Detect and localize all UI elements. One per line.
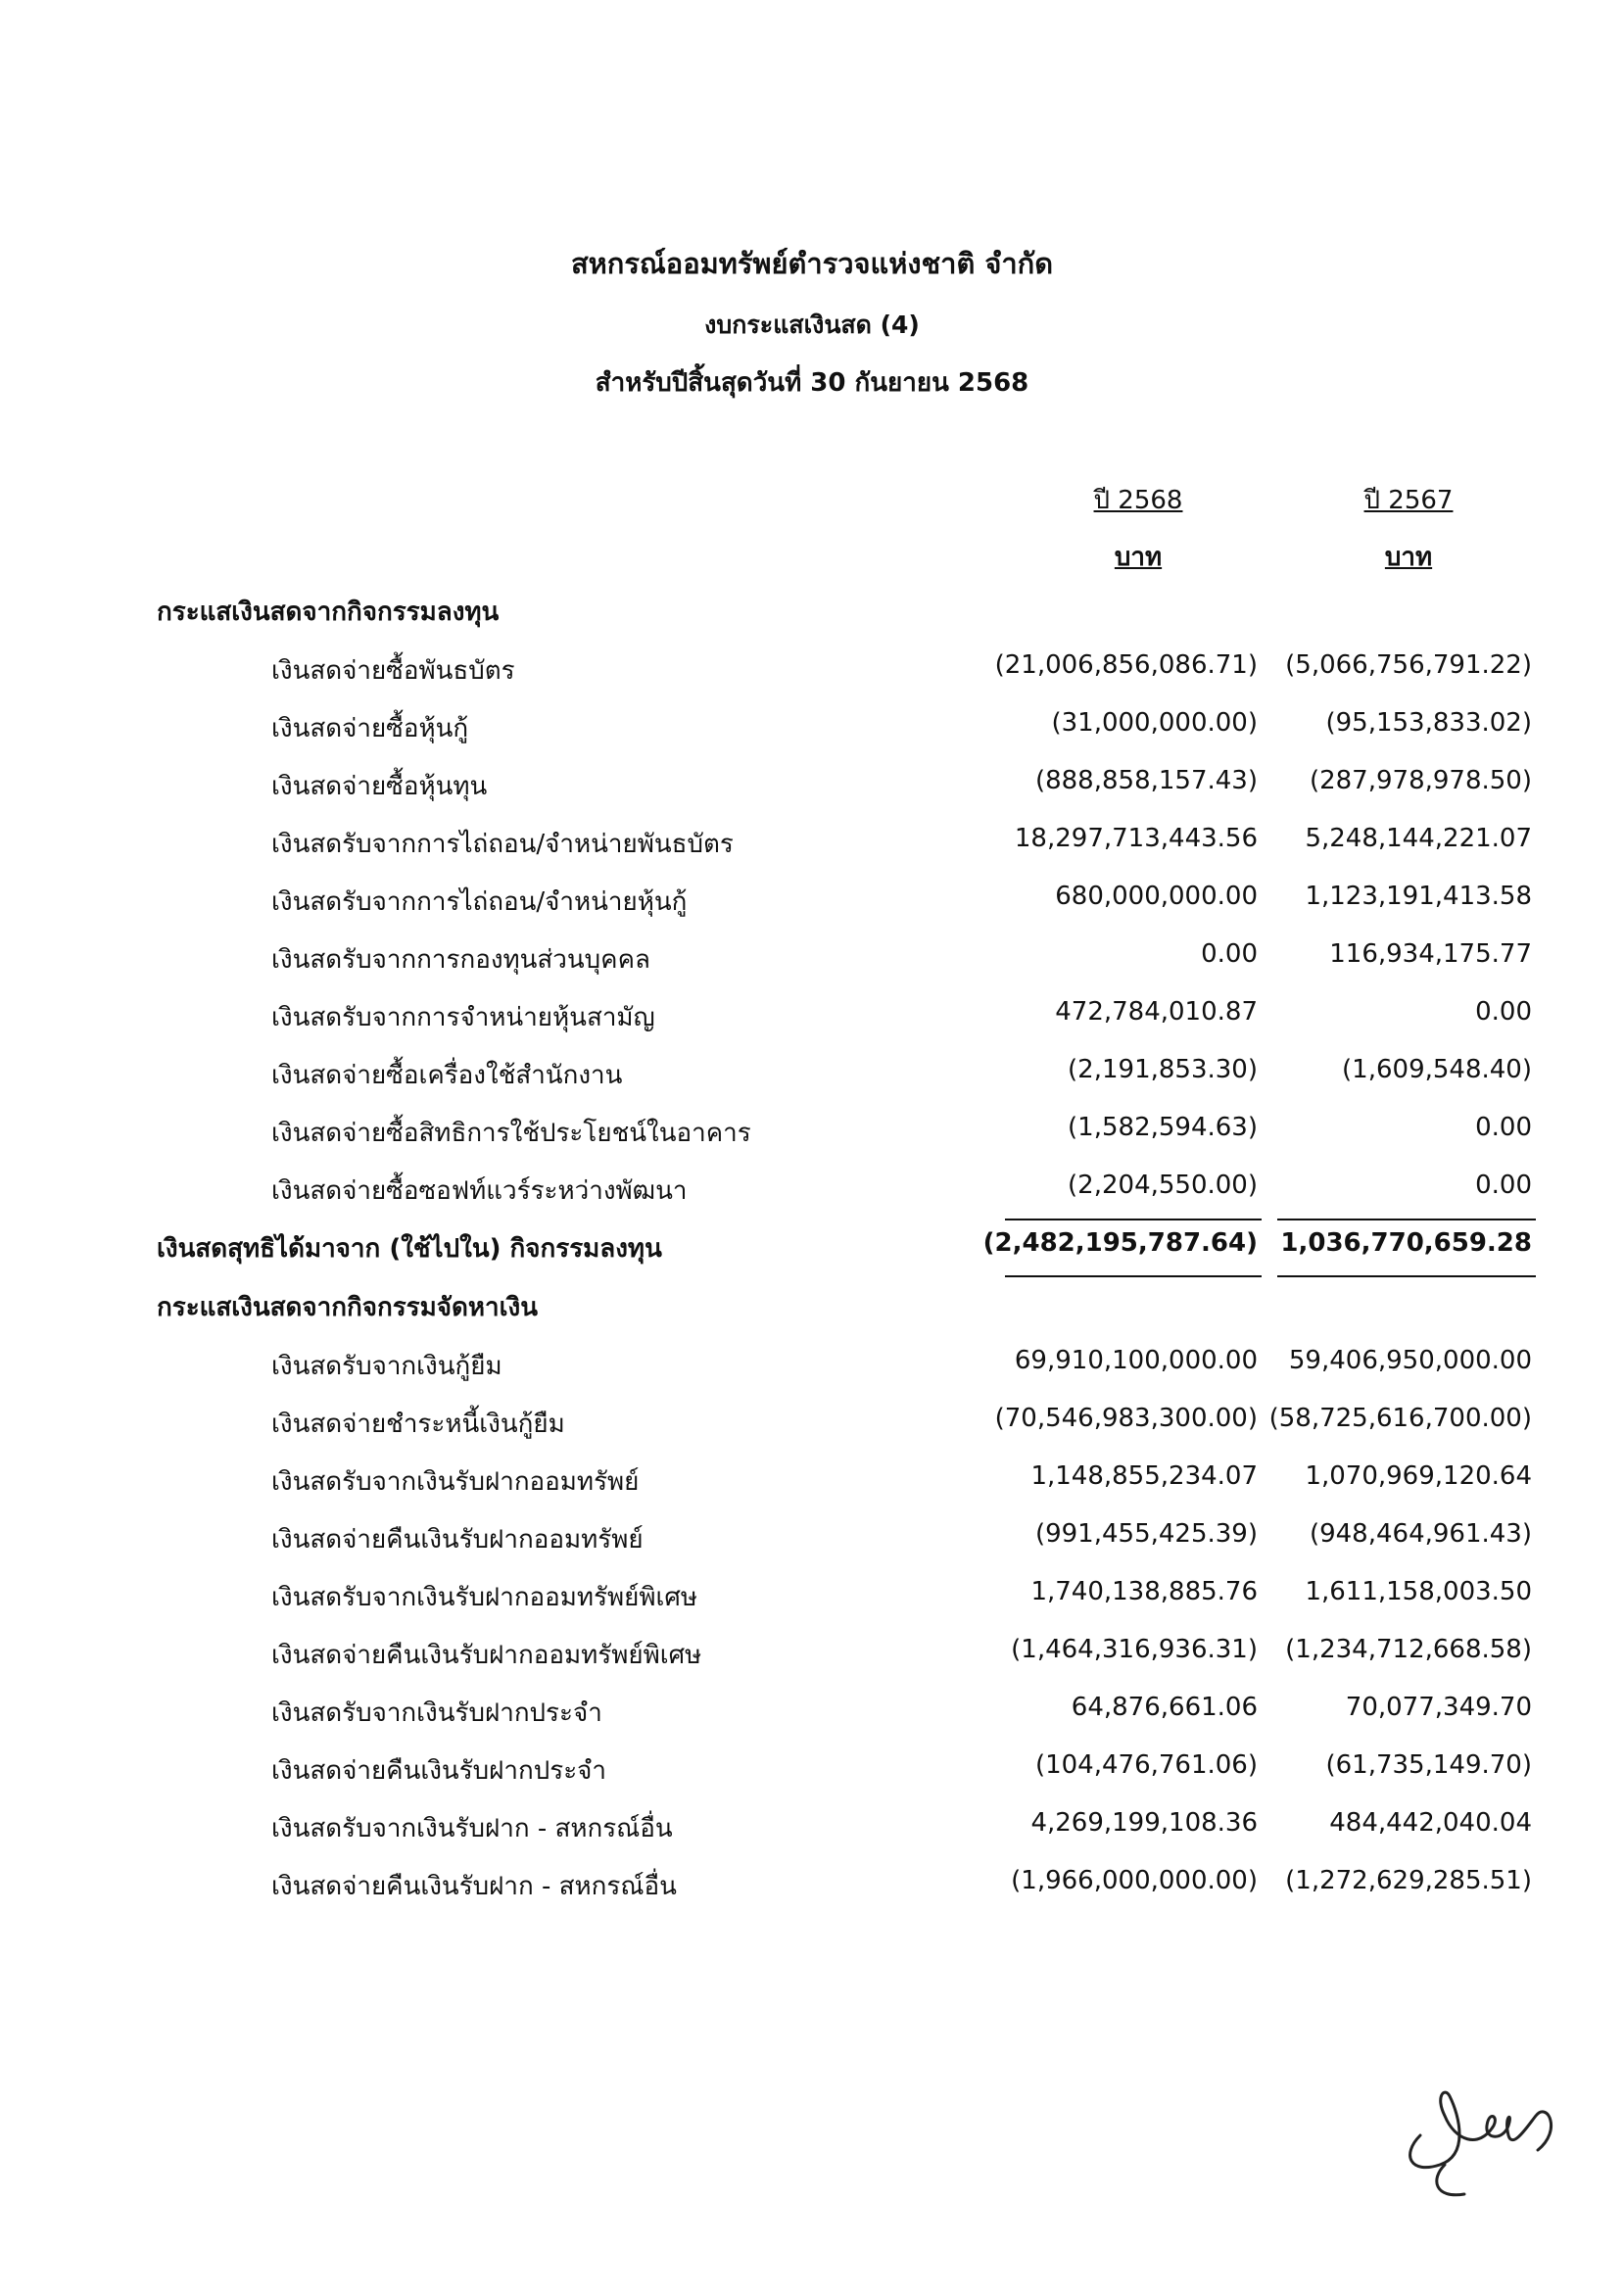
row-value-2567: (948,464,961.43): [1309, 1519, 1532, 1549]
organization-title: สหกรณ์ออมทรัพย์ตำรวจแห่งชาติ จำกัด: [570, 247, 1054, 280]
row-value-2568: 18,297,713,443.56: [1014, 824, 1258, 853]
total-label: เงินสดสุทธิได้มาจาก (ใช้ไปใน) กิจกรรมลงทุน: [157, 1234, 662, 1264]
row-label: เงินสดรับจากเงินรับฝากออมทรัพย์พิเศษ: [271, 1583, 698, 1612]
row-value-2567: 70,077,349.70: [1345, 1693, 1532, 1722]
row-label: เงินสดจ่ายซื้อหุ้นทุน: [271, 772, 488, 801]
row-label: เงินสดจ่ายชำระหนี้เงินกู้ยืม: [271, 1410, 565, 1439]
table-row: [0, 1171, 1624, 1210]
row-label: เงินสดรับจากการไถ่ถอน/จำหน่ายพันธบัตร: [271, 830, 734, 859]
row-value-2568: (70,546,983,300.00): [994, 1404, 1258, 1433]
row-label: เงินสดรับจากการกองทุนส่วนบุคคล: [271, 945, 650, 975]
row-value-2568: 4,269,199,108.36: [1030, 1808, 1258, 1838]
table-row: [0, 1055, 1624, 1094]
row-value-2567: 1,123,191,413.58: [1305, 882, 1532, 911]
row-value-2568: 0.00: [1201, 939, 1258, 969]
total-rule-2567: [1277, 1275, 1536, 1277]
subtotal-rule-2568: [1005, 1219, 1262, 1220]
table-row: [0, 1808, 1624, 1847]
row-value-2567: (1,609,548.40): [1342, 1055, 1532, 1084]
table-row: [0, 1693, 1624, 1732]
table-row: [0, 1113, 1624, 1152]
row-value-2568: (1,464,316,936.31): [1011, 1635, 1258, 1664]
row-value-2567: (1,272,629,285.51): [1285, 1866, 1532, 1895]
row-value-2568: (31,000,000.00): [1051, 708, 1258, 738]
signature: [1391, 2057, 1567, 2214]
row-value-2568: 69,910,100,000.00: [1014, 1346, 1258, 1375]
row-value-2568: (21,006,856,086.71): [994, 650, 1258, 680]
row-value-2568: 472,784,010.87: [1055, 997, 1258, 1027]
row-value-2568: (104,476,761.06): [1034, 1750, 1258, 1780]
row-label: เงินสดรับจากเงินรับฝาก - สหกรณ์อื่น: [271, 1814, 673, 1843]
row-label: เงินสดรับจากเงินกู้ยืม: [271, 1352, 502, 1381]
row-value-2567: (61,735,149.70): [1325, 1750, 1532, 1780]
financing-section-heading: กระแสเงินสดจากกิจกรรมจัดหาเงิน: [157, 1293, 538, 1322]
table-row: [0, 1404, 1624, 1443]
row-value-2567: 59,406,950,000.00: [1288, 1346, 1532, 1375]
row-label: เงินสดจ่ายคืนเงินรับฝากประจำ: [271, 1756, 607, 1786]
table-row: [0, 997, 1624, 1036]
subtotal-rule-2567: [1277, 1219, 1536, 1220]
row-value-2567: (95,153,833.02): [1325, 708, 1532, 738]
period-title: สำหรับปีสิ้นสุดวันที่ 30 กันยายน 2568: [595, 368, 1029, 398]
row-value-2568: (1,582,594.63): [1068, 1113, 1258, 1142]
table-row: [0, 1346, 1624, 1385]
row-value-2568: (2,191,853.30): [1068, 1055, 1258, 1084]
total-rule-2568: [1005, 1275, 1262, 1277]
row-value-2568: 1,148,855,234.07: [1030, 1461, 1258, 1491]
row-value-2567: 5,248,144,221.07: [1305, 824, 1532, 853]
table-row: [0, 1750, 1624, 1790]
row-label: เงินสดจ่ายซื้อพันธบัตร: [271, 656, 515, 686]
table-row: [0, 708, 1624, 747]
table-row: [0, 650, 1624, 690]
row-label: เงินสดจ่ายคืนเงินรับฝากออมทรัพย์: [271, 1525, 644, 1555]
row-value-2567: 1,070,969,120.64: [1305, 1461, 1532, 1491]
row-label: เงินสดจ่ายคืนเงินรับฝาก - สหกรณ์อื่น: [271, 1872, 677, 1901]
row-value-2568: 680,000,000.00: [1055, 882, 1258, 911]
table-row: [0, 882, 1624, 921]
row-label: เงินสดรับจากเงินรับฝากประจำ: [271, 1698, 602, 1728]
table-row: [0, 1519, 1624, 1558]
row-label: เงินสดจ่ายซื้อสิทธิการใช้ประโยชน์ในอาคาร: [271, 1119, 751, 1148]
row-label: เงินสดรับจากการไถ่ถอน/จำหน่ายหุ้นกู้: [271, 887, 688, 917]
row-value-2567: 484,442,040.04: [1329, 1808, 1532, 1838]
investing-total-row: [0, 1228, 1624, 1268]
table-row: [0, 824, 1624, 863]
row-value-2568: 1,740,138,885.76: [1030, 1577, 1258, 1606]
column-unit-2567: บาท: [1384, 543, 1433, 572]
table-row: [0, 1866, 1624, 1905]
column-unit-2568: บาท: [1114, 543, 1163, 572]
row-value-2567: 116,934,175.77: [1329, 939, 1532, 969]
row-value-2568: 64,876,661.06: [1071, 1693, 1258, 1722]
row-value-2567: 0.00: [1475, 997, 1532, 1027]
row-value-2568: (991,455,425.39): [1034, 1519, 1258, 1549]
table-row: [0, 939, 1624, 979]
row-label: เงินสดรับจากการจำหน่ายหุ้นสามัญ: [271, 1003, 655, 1032]
row-label: เงินสดจ่ายคืนเงินรับฝากออมทรัพย์พิเศษ: [271, 1641, 702, 1670]
row-value-2567: (287,978,978.50): [1309, 766, 1532, 795]
investing-section-heading: กระแสเงินสดจากกิจกรรมลงทุน: [157, 598, 500, 627]
row-label: เงินสดจ่ายซื้อเครื่องใช้สำนักงาน: [271, 1061, 623, 1090]
row-value-2567: (58,725,616,700.00): [1268, 1404, 1532, 1433]
row-label: เงินสดรับจากเงินรับฝากออมทรัพย์: [271, 1467, 640, 1497]
table-row: [0, 1461, 1624, 1501]
row-value-2568: (888,858,157.43): [1034, 766, 1258, 795]
table-row: [0, 1577, 1624, 1616]
row-label: เงินสดจ่ายซื้อซอฟท์แวร์ระหว่างพัฒนา: [271, 1176, 688, 1206]
row-value-2567: (5,066,756,791.22): [1285, 650, 1532, 680]
table-row: [0, 766, 1624, 805]
row-value-2568: (1,966,000,000.00): [1011, 1866, 1258, 1895]
row-value-2567: (1,234,712,668.58): [1285, 1635, 1532, 1664]
row-value-2567: 1,611,158,003.50: [1305, 1577, 1532, 1606]
column-year-2567: ปี 2567: [1363, 486, 1454, 515]
row-label: เงินสดจ่ายซื้อหุ้นกู้: [271, 714, 469, 743]
row-value-2567: 0.00: [1475, 1171, 1532, 1200]
row-value-2567: 0.00: [1475, 1113, 1532, 1142]
row-value-2568: (2,204,550.00): [1068, 1171, 1258, 1200]
total-value-2568: (2,482,195,787.64): [982, 1228, 1258, 1258]
total-value-2567: 1,036,770,659.28: [1280, 1228, 1532, 1258]
table-row: [0, 1635, 1624, 1674]
statement-title: งบกระแสเงินสด (4): [704, 311, 920, 339]
column-year-2568: ปี 2568: [1093, 486, 1183, 515]
